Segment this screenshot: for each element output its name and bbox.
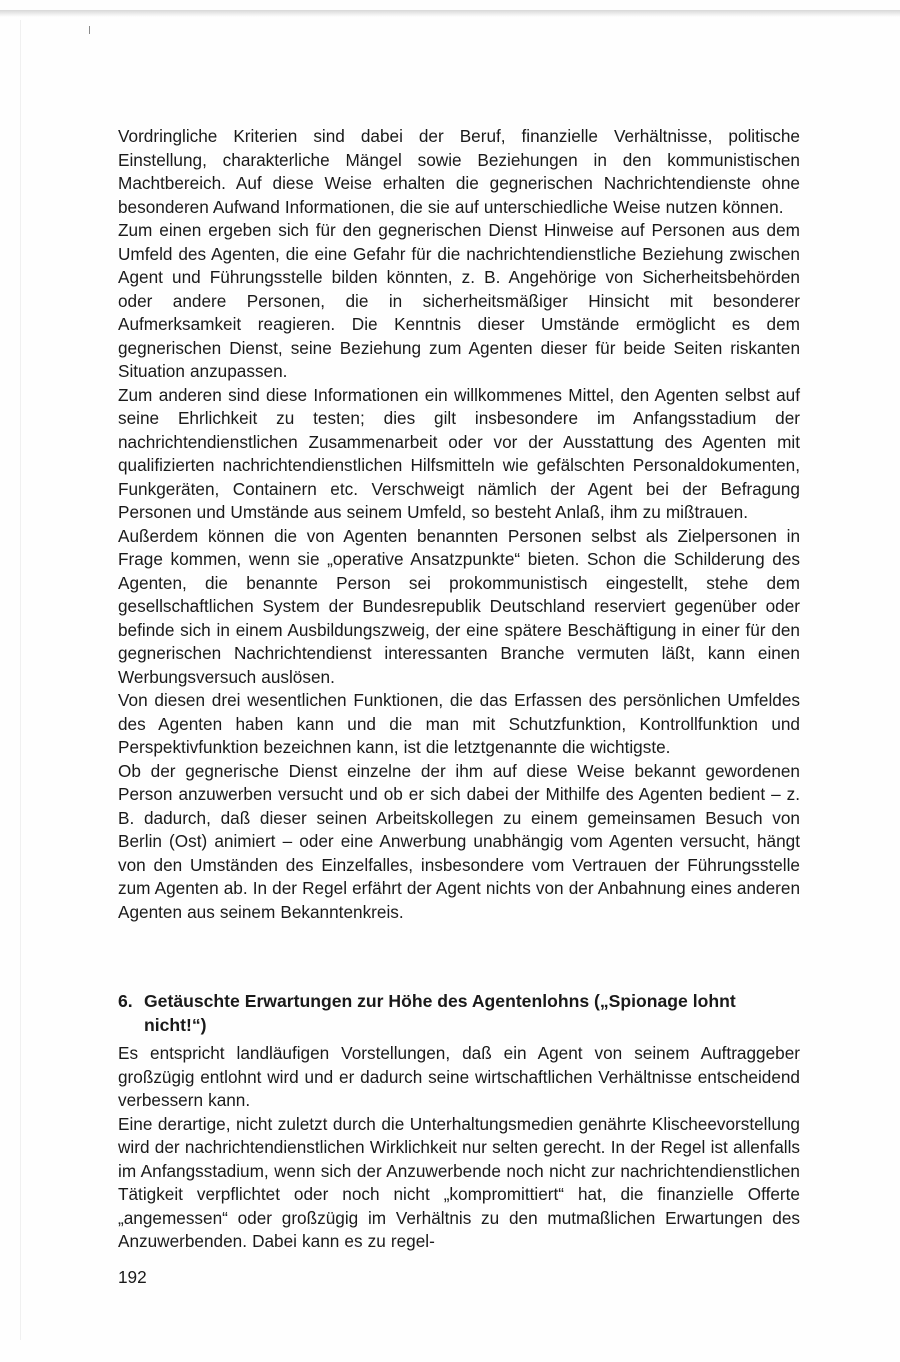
section-title: Getäuschte Erwartungen zur Höhe des Agentenlohns („Spionage lohnt nicht!“) bbox=[144, 991, 736, 1035]
section-number: 6. bbox=[118, 991, 133, 1011]
body-text bbox=[118, 125, 800, 924]
paragraph-protection-function: Zum einen ergeben sich für den gegnerischen Dienst Hinweise auf Personen aus dem Umfeld des Agenten, die eine Gefahr für die nachrichtendienstliche Beziehung zwischen Agent und Führungsstelle bilden könnten, z. B. Angehörige von Sicherheitsbehörden oder andere Personen, die in sicherheitsmäßiger Hinsicht mit besonderer Aufmerksamkeit reagieren. Die Kenntnis dieser Umstände ermöglicht es dem gegnerischen Dienst, seine Beziehung zum Agenten dieser für beide Seiten riskanten Situation anzupassen. bbox=[118, 220, 800, 381]
paragraph-cliche: Eine derartige, nicht zuletzt durch die Unterhaltungsmedien genährte Klischeevorstellung wird der nachrichtendienstlichen Wirklichkeit nur selten gerecht. In der Regel ist allenfalls im Anfangsstadium, wenn sich der Anzuwerbende noch nicht zur nachrichtendienstlichen Tätigkeit verpflichtet oder noch nicht „kompromittiert“ hat, die finanzielle Offerte „angemessen“ oder großzügig im Verhältnis zu den mutmaßlichen Erwartungen des Anzuwerbenden. Dabei kann es zu regel- bbox=[118, 1113, 800, 1251]
paragraph-control-function: Zum anderen sind diese Informationen ein willkommenes Mittel, den Agenten selbst auf seine Ehrlichkeit zu testen; dies gilt insbesondere im Anfangsstadium der nachrichtendienstlichen Zusammenarbeit oder vor der Ausstattung des Agenten mit qualifizierten nachrichtendienstlichen Hilfsmitteln wie gefälschten Personaldokumenten, Funkgeräten, Containern etc. Verschweigt nämlich der Agent bei der Befragung Personen und Umstände aus seinem Umfeld, so besteht Anlaß, ihm zu mißtrauen. bbox=[118, 384, 800, 522]
paragraph-perspective-function: Außerdem können die von Agenten benannten Personen selbst als Zielpersonen in Frage kommen, wenn sie „operative Ansatzpunkte“ bieten. Schon die Schilderung des Agenten, die benannte Person sei prokommunistisch eingestellt, stehe dem gesellschaftlichen System der Bundesrepublik Deutschland reserviert gegenüber oder befinde sich in einem Ausbildungszweig, der eine spätere Beschäftigung in einer für den gegnerischen Nachrichtendienst interessanten Branche vermuten läßt, kann einen Werbungsversuch auslösen. bbox=[118, 525, 800, 687]
section-body-text bbox=[118, 1042, 800, 1254]
page-number: 192 bbox=[118, 1267, 147, 1287]
paragraph-recruitment: Ob der gegnerische Dienst einzelne der ihm auf diese Weise bekannt gewordenen Person anzuwerben versucht und ob er sich dabei der Mithilfe des Agenten bedient – z. B. dadurch, daß dieser seinen Arbeitskollegen zu einem gemeinsamen Besuch von Berlin (Ost) animiert – oder eine Anwerbung unabhängig vom Agenten versucht, hängt von den Umständen des Einzelfalles, insbesondere vom Vertrauen der Führungsstelle zum Agenten ab. In der Regel erfährt der Agent nichts von der Anbahnung eines anderen Agenten aus seinem Bekanntenkreis. bbox=[118, 760, 800, 922]
paragraph-expectations: Es entspricht landläufigen Vorstellungen, daß ein Agent von seinem Auftraggeber großzügig entlohnt wird und er dadurch seine wirtschaftlichen Verhältnisse entscheidend verbessern kann. bbox=[118, 1043, 800, 1110]
paragraph-criteria: Vordringliche Kriterien sind dabei der Beruf, finanzielle Verhältnisse, politische Einstellung, charakterliche Mängel sowie Beziehungen in den kommunistischen Machtbereich. Auf diese Weise erhalten die gegnerischen Nachrichtendienste ohne besonderen Aufwand Informationen, die sie auf unterschiedliche Weise nutzen können. bbox=[118, 126, 800, 217]
scan-top-edge bbox=[0, 10, 900, 17]
scan-left-edge bbox=[20, 20, 21, 1340]
scan-mark bbox=[89, 26, 90, 34]
paragraph-three-functions: Von diesen drei wesentlichen Funktionen, die das Erfassen des persönlichen Umfeldes des Agenten haben kann und die man mit Schutzfunktion, Kontrollfunktion und Perspektivfunktion bezeichnen kann, ist die letztgenannte die wichtigste. bbox=[118, 690, 800, 757]
section-heading bbox=[118, 989, 800, 1037]
